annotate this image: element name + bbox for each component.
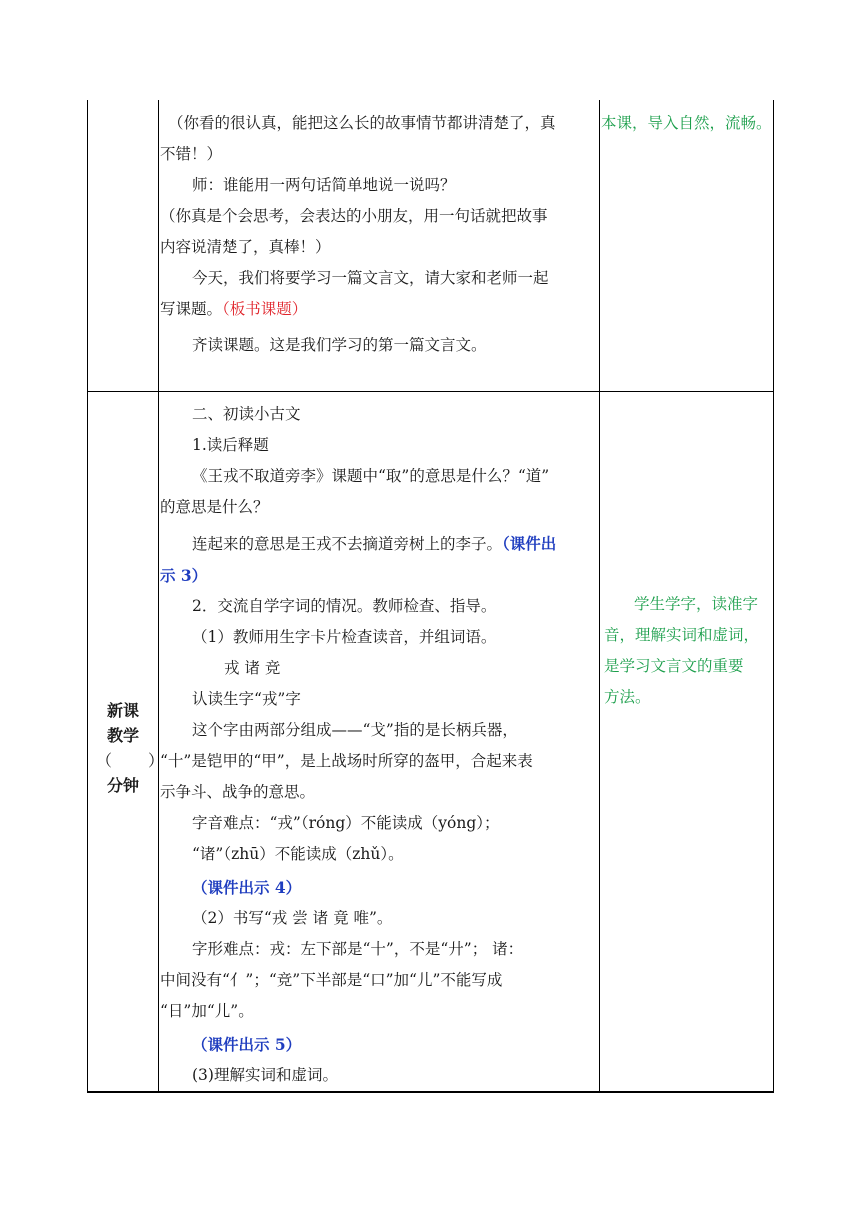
text-line: 师：谁能用一两句话简单地说一说吗？ (192, 176, 456, 194)
text-line: (3)理解实词和虚词。 (192, 1066, 338, 1084)
note-line: 学生学字，读准字 (634, 595, 759, 613)
text-span: 写课题。 (160, 300, 223, 318)
text-line: 认读生字“戎”字 (192, 690, 301, 708)
text-line: 字音难点：“戎”（róng）不能读成（yóng）； (192, 814, 500, 832)
text-line: 不错！） (160, 145, 223, 163)
text-line (160, 294, 598, 325)
label-line: 教学 (106, 726, 139, 745)
board-title-note: （板书课题） (222, 300, 308, 318)
text-line: 字形难点：戎：左下部是“十”，不是“廾”； 诸： (192, 940, 524, 958)
table-border-left (87, 100, 88, 1092)
text-line: 1.读后释题 (192, 436, 269, 454)
courseware-note: （课件出示 5） (192, 1035, 302, 1054)
text-line: 示争斗、战争的意思。 (160, 783, 316, 801)
label-paren-line (88, 748, 164, 773)
text-line: 今天，我们将要学习一篇文言文，请大家和老师一起 (192, 269, 549, 287)
text-line: 内容说清楚了，真棒！） (160, 238, 331, 256)
section-label (88, 698, 164, 798)
text-line: “诸”（zhū）不能读成（zhǔ）。 (192, 845, 404, 863)
row1-note: 本课，导入自然，流畅。 (601, 114, 772, 132)
text-line: （2）书写“戎 尝 诸 竟 唯”。 (192, 909, 393, 927)
table-divider-1 (158, 100, 159, 1092)
row-separator (87, 391, 774, 392)
text-line: 这个字由两部分组成——“戈”指的是长柄兵器， (192, 721, 518, 739)
text-line: 的意思是什么？ (160, 498, 269, 516)
text-line: 2．交流自学字词的情况。教师检查、指导。 (192, 597, 497, 615)
courseware-note: （课件出 (502, 534, 557, 553)
text-line: 戎 诸 竞 (224, 659, 281, 677)
text-line: 《王戎不取道旁李》课题中“取”的意思是什么？“道” (192, 467, 550, 485)
label-line: 新课 (106, 701, 139, 720)
note-line: 是学习文言文的重要 (604, 657, 744, 675)
row2-content (160, 399, 600, 1091)
note-line: 方法。 (604, 688, 651, 706)
row1-content (160, 108, 598, 361)
courseware-note: 示 3） (160, 566, 208, 585)
paren-open: （ (96, 751, 113, 770)
text-line: “十”是铠甲的“甲”，是上战场时所穿的盔甲，合起来表 (160, 752, 533, 770)
text-line: 齐读课题。这是我们学习的第一篇文言文。 (192, 336, 487, 354)
courseware-note: （课件出示 4） (192, 878, 302, 897)
text-line: 二、初读小古文 (192, 405, 301, 423)
text-line: （你看的很认真，能把这么长的故事情节都讲清楚了，真 (168, 114, 556, 132)
table-border-right (773, 100, 774, 1092)
paren-close: ） (147, 751, 164, 770)
text-line: “日”加“儿”。 (160, 1002, 254, 1020)
text-line (160, 528, 600, 560)
text-line: 中间没有“亻”；“竞”下半部是“口”加“儿”不能写成 (160, 971, 503, 989)
text-line: （你真是个会思考，会表达的小朋友，用一句话就把故事 (160, 207, 548, 225)
row2-note (604, 589, 772, 713)
table-border-bottom (87, 1091, 774, 1093)
label-line: 分钟 (106, 776, 139, 795)
text-span: 连起来的意思是王戎不去摘道旁树上的李子。 (192, 535, 503, 553)
text-line: （1）教师用生字卡片检查读音，并组词语。 (192, 628, 497, 646)
note-line: 音，理解实词和虚词， (604, 626, 760, 644)
